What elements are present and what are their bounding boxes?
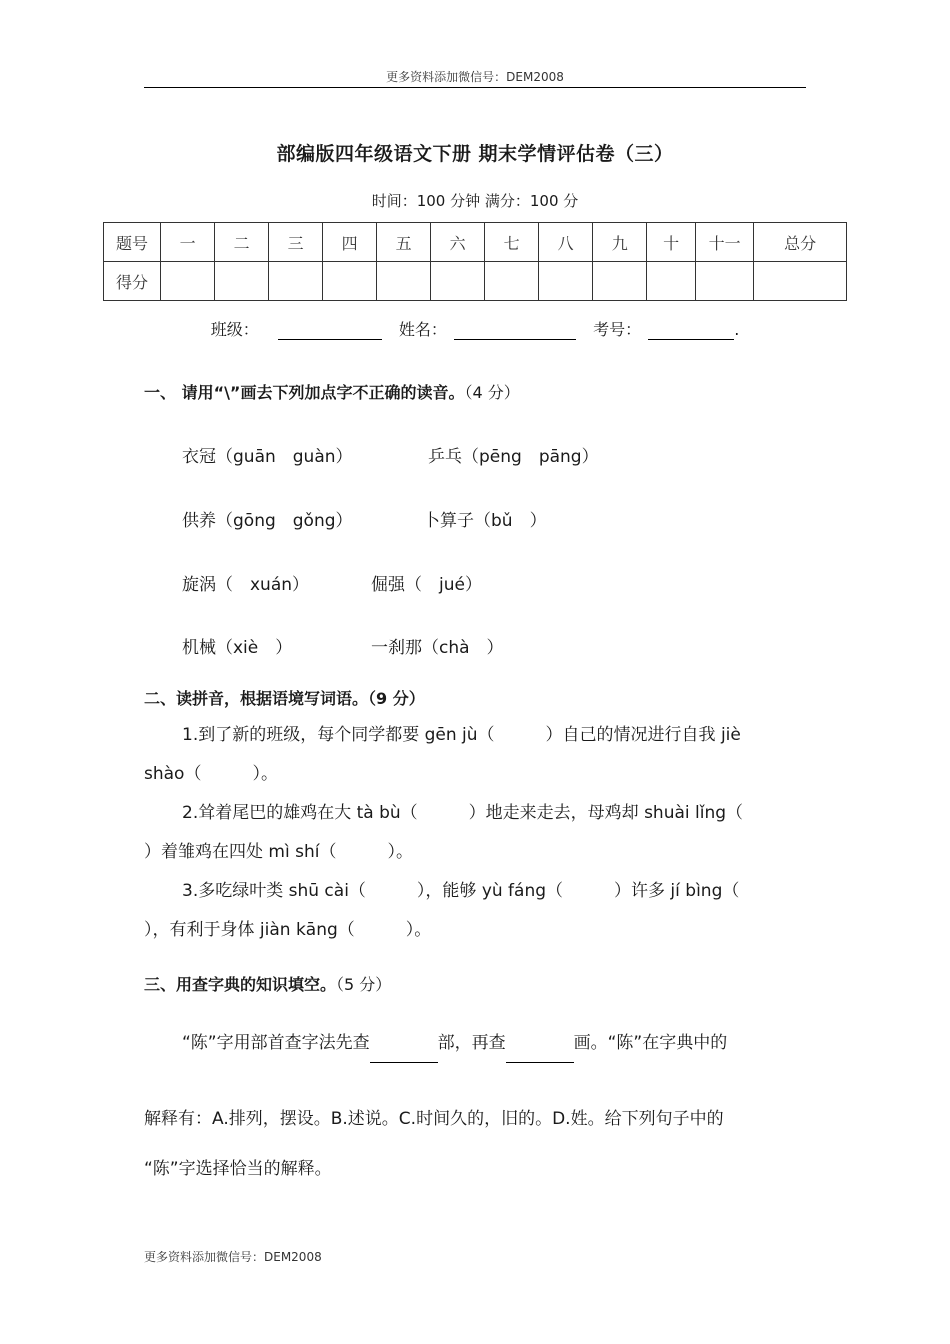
score-table-cell: 二	[215, 223, 269, 262]
score-table-cell: 四	[323, 223, 377, 262]
section-3-heading	[144, 972, 391, 995]
score-table-cell: 三	[269, 223, 323, 262]
student-info-line	[0, 317, 950, 340]
score-table-cell: 得分	[104, 262, 161, 301]
info-end-mark: .	[734, 320, 740, 339]
exam-subtitle: 时间：100 分钟 满分：100 分	[371, 192, 579, 210]
question-2-1-line-1: 1.到了新的班级，每个同学都要 gēn jù（ ）自己的情况进行自我 jiè	[182, 725, 741, 745]
pinyin-item: 倔强（ jué）	[371, 575, 482, 595]
score-input-cell[interactable]	[485, 262, 539, 301]
pinyin-item: 乒乓（pēng pāng）	[428, 447, 599, 467]
radical-blank[interactable]	[370, 1040, 438, 1063]
pinyin-item: 一刹那（chà ）	[371, 638, 504, 658]
pinyin-item: 机械（xiè ）	[182, 638, 293, 658]
section-3-paragraph-2: 解释有：A.排列，摆设。B.述说。C.时间久的，旧的。D.姓。给下列句子中的	[144, 1109, 724, 1129]
class-label: 班级：	[210, 320, 259, 339]
score-input-cell[interactable]	[647, 262, 696, 301]
score-input-cell[interactable]	[161, 262, 215, 301]
section-1-points: （4 分）	[464, 383, 520, 402]
score-table-header-row	[104, 223, 847, 262]
question-2-3-line-1: 3.多吃绿叶类 shū cài（ ），能够 yù fáng（ ）许多 jí bìng（	[182, 881, 740, 901]
score-table	[103, 222, 847, 301]
pinyin-item: 卜算子（bǔ ）	[423, 511, 547, 531]
exam-title: 部编版四年级语文下册 期末学情评估卷（三）	[276, 143, 674, 165]
score-table-cell: 一	[161, 223, 215, 262]
question-2-1-line-2: shào（ ）。	[144, 764, 278, 784]
score-table-score-row	[104, 262, 847, 301]
exam-number-blank[interactable]	[648, 321, 734, 340]
section-3-points: （5 分）	[336, 975, 392, 994]
score-table-cell: 题号	[104, 223, 161, 262]
score-input-cell[interactable]	[323, 262, 377, 301]
score-input-cell[interactable]	[539, 262, 593, 301]
score-table-cell: 六	[431, 223, 485, 262]
score-table-cell: 十	[647, 223, 696, 262]
score-input-cell[interactable]	[696, 262, 754, 301]
score-input-cell[interactable]	[377, 262, 431, 301]
score-table-cell: 九	[593, 223, 647, 262]
score-input-cell[interactable]	[754, 262, 847, 301]
page-footer: 更多资料添加微信号：DEM2008	[144, 1250, 322, 1264]
section-3-heading-text: 三、用查字典的知识填空。	[144, 975, 337, 994]
section-1-heading-text: 一、 请用“\”画去下列加点字不正确的读音。	[144, 383, 465, 402]
pinyin-item: 旋涡（ xuán）	[182, 575, 310, 595]
question-2-3-line-2: ），有利于身体 jiàn kāng（ ）。	[144, 920, 432, 940]
score-table-cell: 总分	[754, 223, 847, 262]
section-2-heading: 二、读拼音，根据语境写词语。（9 分）	[144, 689, 425, 708]
score-table-cell: 十一	[696, 223, 754, 262]
pinyin-item: 衣冠（guān guàn）	[182, 447, 353, 467]
section-1-heading	[144, 380, 520, 403]
section-3-paragraph-1	[182, 1024, 806, 1063]
class-blank[interactable]	[278, 321, 382, 340]
stroke-count-blank[interactable]	[506, 1040, 574, 1063]
pinyin-item: 供养（gōng gǒng）	[182, 511, 353, 531]
section-3-text: 画。“陈”在字典中的	[573, 1033, 728, 1053]
page-header: 更多资料添加微信号：DEM2008	[386, 70, 564, 84]
question-2-2-line-1: 2.耸着尾巴的雄鸡在大 tà bù（ ）地走来走去，母鸡却 shuài lǐng（	[182, 803, 744, 823]
score-table-cell: 七	[485, 223, 539, 262]
section-3-text: 部，再查	[437, 1033, 506, 1053]
name-blank[interactable]	[454, 321, 576, 340]
score-input-cell[interactable]	[215, 262, 269, 301]
name-label: 姓名：	[398, 320, 447, 339]
score-input-cell[interactable]	[269, 262, 323, 301]
section-3-text: “陈”字用部首查字法先查	[182, 1033, 370, 1053]
exam-number-label: 考号：	[593, 320, 642, 339]
score-table-cell: 八	[539, 223, 593, 262]
score-table-cell: 五	[377, 223, 431, 262]
section-3-paragraph-3: “陈”字选择恰当的解释。	[144, 1159, 332, 1179]
header-rule	[144, 87, 806, 88]
score-input-cell[interactable]	[431, 262, 485, 301]
question-2-2-line-2: ）着雏鸡在四处 mì shí（ ）。	[144, 842, 413, 862]
score-input-cell[interactable]	[593, 262, 647, 301]
